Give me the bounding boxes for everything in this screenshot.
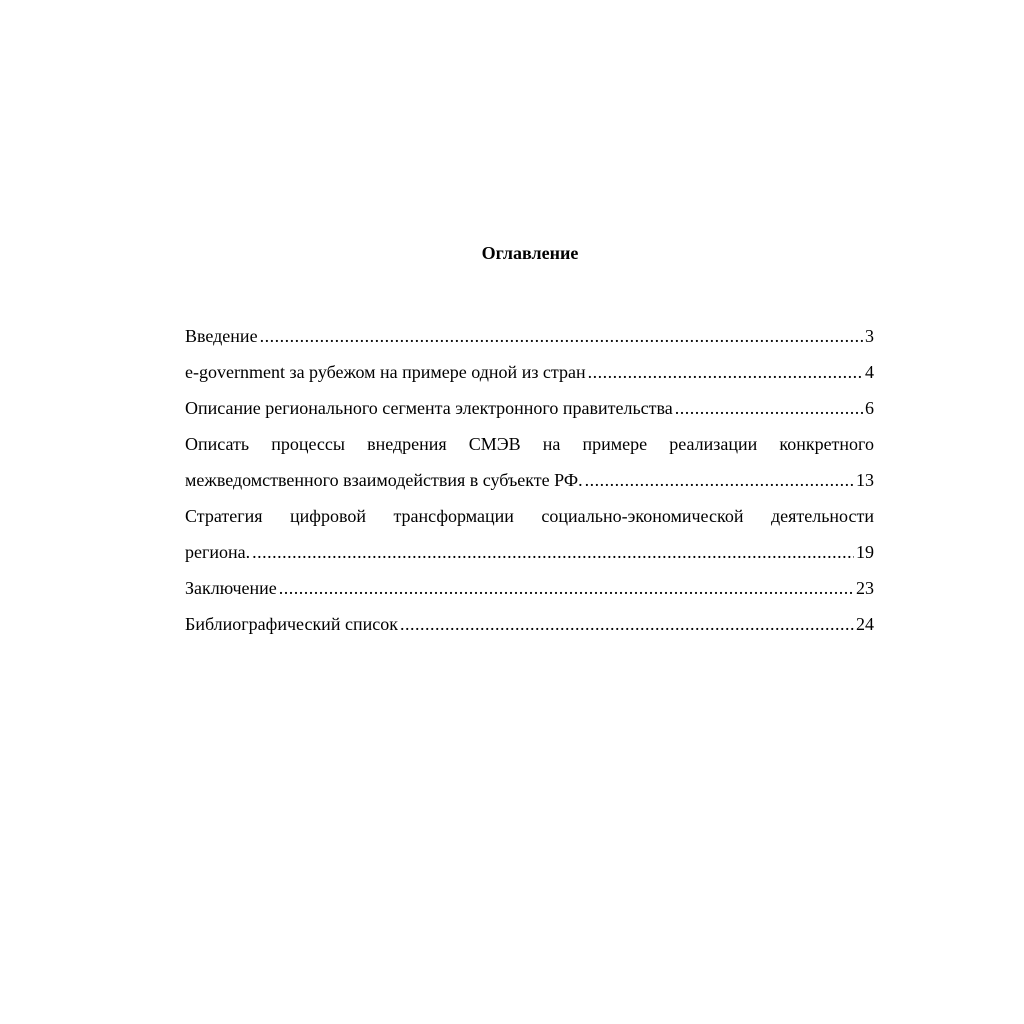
toc-entry-page-number: 4 bbox=[865, 362, 874, 382]
toc-entry-regional-segment[interactable] bbox=[185, 390, 874, 426]
toc-entry-title-last-line: межведомственного взаимодействия в субъекте РФ. bbox=[185, 470, 583, 490]
toc-entry-line bbox=[185, 606, 874, 642]
table-of-contents bbox=[185, 318, 874, 642]
toc-entry-line bbox=[185, 318, 874, 354]
dot-leader bbox=[675, 390, 863, 426]
toc-entry-title: Библиографический список bbox=[185, 614, 398, 634]
toc-entry-line bbox=[185, 390, 874, 426]
dot-leader bbox=[400, 606, 854, 642]
toc-entry-page-number: 23 bbox=[856, 578, 874, 598]
toc-entry-page-number: 13 bbox=[856, 470, 874, 490]
toc-entry-line bbox=[185, 462, 874, 498]
toc-entry-page-number: 19 bbox=[856, 542, 874, 562]
toc-entry-title-first-line: Описать процессы внедрения СМЭВ на примере реализации конкретного bbox=[185, 434, 874, 454]
toc-entry-title: Заключение bbox=[185, 578, 277, 598]
toc-entry-conclusion[interactable] bbox=[185, 570, 874, 606]
toc-entry-page-number: 6 bbox=[865, 398, 874, 418]
toc-entry-title: Введение bbox=[185, 326, 258, 346]
toc-entry-line bbox=[185, 570, 874, 606]
toc-entry-title: Описание регионального сегмента электронного правительства bbox=[185, 398, 673, 418]
dot-leader bbox=[252, 534, 854, 570]
toc-entry-smev-processes[interactable] bbox=[185, 426, 874, 498]
toc-entry-line bbox=[185, 534, 874, 570]
toc-entry-page-number: 24 bbox=[856, 614, 874, 634]
toc-entry-page-number: 3 bbox=[865, 326, 874, 346]
dot-leader bbox=[279, 570, 854, 606]
toc-entry-introduction[interactable] bbox=[185, 318, 874, 354]
toc-entry-line bbox=[185, 354, 874, 390]
toc-entry-title-first-line: Стратегия цифровой трансформации социально-экономической деятельности bbox=[185, 506, 874, 526]
dot-leader bbox=[260, 318, 863, 354]
toc-entry-title-last-line: региона. bbox=[185, 542, 251, 562]
toc-entry-bibliography[interactable] bbox=[185, 606, 874, 642]
toc-entry-title: e-government за рубежом на примере одной из стран bbox=[185, 362, 586, 382]
dot-leader bbox=[585, 462, 854, 498]
toc-heading: Оглавление bbox=[481, 243, 579, 263]
dot-leader bbox=[588, 354, 863, 390]
toc-entry-digital-transformation-strategy[interactable] bbox=[185, 498, 874, 570]
toc-entry-e-government-abroad[interactable] bbox=[185, 354, 874, 390]
